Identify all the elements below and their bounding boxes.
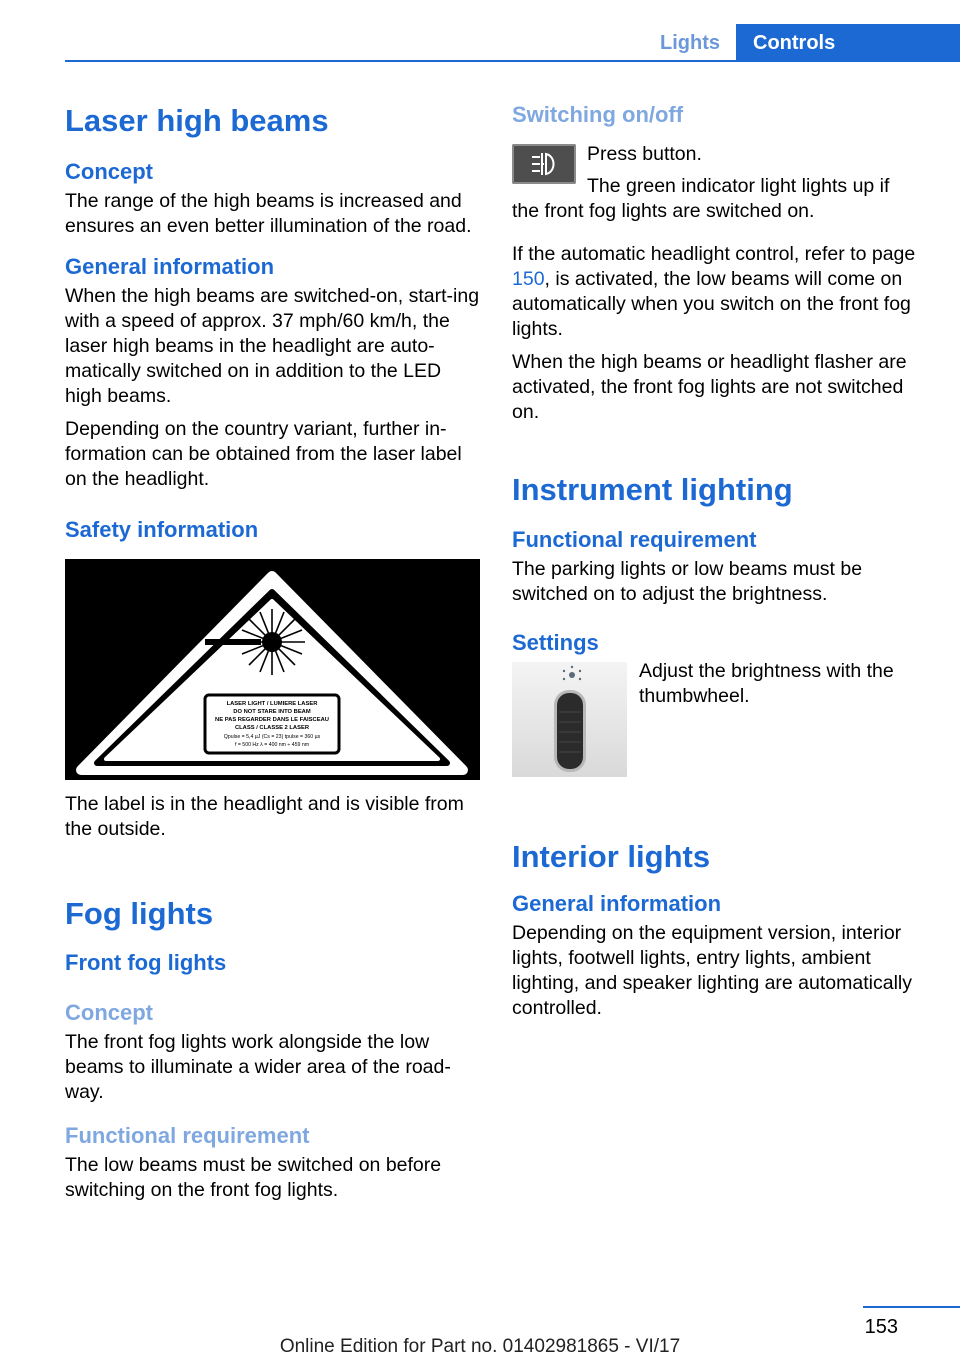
- settings-heading: Settings: [512, 630, 599, 655]
- page-150-link[interactable]: 150: [512, 268, 545, 290]
- left-column: [65, 100, 483, 1203]
- settings-text: Adjust the brightness with the thumbwheel.: [639, 660, 894, 707]
- laser-label-line-3: NE PAS REGARDER DANS LE FAISCEAU: [215, 717, 329, 723]
- switching-block: [512, 100, 930, 221]
- fog-light-button-image: [512, 144, 576, 184]
- laser-high-beams-title: Laser high beams: [65, 103, 329, 138]
- header-rule: [65, 60, 960, 62]
- fog-functional-requirement-heading: Functional requirement: [65, 1123, 310, 1148]
- general-information-text-2: Depending on the country variant, further in‐formation can be obtained from the laser label on the headlight.: [65, 418, 462, 490]
- footer-rule: [863, 1306, 960, 1308]
- switching-heading: Switching on/off: [512, 102, 684, 127]
- general-information-text-1: When the high beams are switched-on, start‐ing with a speed of approx. 37 mph/60 km/h, the laser high beams in the headlight are auto‐matically switched on in addition to the LED high beams.: [65, 285, 480, 407]
- laser-warning-triangle-icon: [65, 559, 480, 780]
- settings-block: [512, 662, 930, 789]
- laser-label-line-1: LASER LIGHT / LUMIERE LASER: [226, 701, 318, 707]
- press-button-text: Press button.: [587, 143, 702, 165]
- front-fog-lights-heading: Front fog lights: [65, 950, 227, 975]
- safety-information-heading: Safety information: [65, 517, 259, 542]
- interior-lights-title: Interior lights: [512, 839, 711, 874]
- page-number: 153: [864, 1316, 898, 1338]
- indicator-text-line-1: The green indicator light lights up if: [587, 175, 890, 197]
- laser-label-line-6: f = 500 Hz λ = 400 nm ÷ 459 nm: [234, 742, 310, 748]
- automatic-headlight-text-b: , is activated, the low beams will come on automatically when you switch on the front fog lights.: [512, 268, 911, 340]
- laser-label-line-5: Qpulse = 5,4 µJ (Cs = 23) tpulse = 360 µs: [223, 734, 321, 740]
- concept-heading: Concept: [65, 159, 153, 184]
- laser-warning-label-image: [65, 559, 480, 780]
- fog-functional-requirement-text: The low beams must be switched on before switching on the front fog lights.: [65, 1154, 442, 1201]
- laser-label-line-4: CLASS / CLASSE 2 LASER: [234, 725, 310, 731]
- laser-label-line-2: DO NOT STARE INTO BEAM: [233, 709, 311, 715]
- interior-general-information-heading: General information: [512, 891, 722, 916]
- instrument-functional-requirement-heading: Functional requirement: [512, 527, 757, 552]
- automatic-headlight-text-a: If the automatic headlight control, refer to page: [512, 243, 916, 265]
- header-chapter-tab: Controls: [736, 24, 960, 61]
- automatic-headlight-text: [512, 242, 930, 342]
- instrument-lighting-title: Instrument lighting: [512, 472, 793, 507]
- front-fog-light-icon: [512, 144, 576, 184]
- brightness-thumbwheel-image: [512, 662, 627, 777]
- right-column: [512, 100, 930, 1021]
- brightness-thumbwheel-icon: [512, 662, 627, 777]
- fog-lights-title: Fog lights: [65, 896, 214, 931]
- instrument-functional-requirement-text: The parking lights or low beams must be switched on to adjust the brightness.: [512, 558, 863, 605]
- fog-concept-heading: Concept: [65, 1000, 153, 1025]
- label-caption: The label is in the headlight and is visible from the outside.: [65, 793, 464, 840]
- interior-general-information-text: Depending on the equipment version, interior lights, footwell lights, entry lights, ambient lighting, and speaker lighting are automatically controlled.: [512, 922, 912, 1019]
- concept-text: The range of the high beams is increased and ensures an even better illumination of the road.: [65, 190, 472, 237]
- fog-concept-text: The front fog lights work alongside the low beams to illuminate a wider area of the road‐way.: [65, 1031, 451, 1103]
- general-information-heading: General information: [65, 254, 275, 279]
- indicator-text-line-2: the front fog lights are switched on.: [512, 200, 815, 222]
- header-section-tab: Lights: [660, 32, 720, 54]
- flasher-text: When the high beams or headlight flasher are activated, the front fog lights are not switched on.: [512, 351, 907, 423]
- edition-footer: Online Edition for Part no. 01402981865 - VI/17: [279, 1336, 681, 1357]
